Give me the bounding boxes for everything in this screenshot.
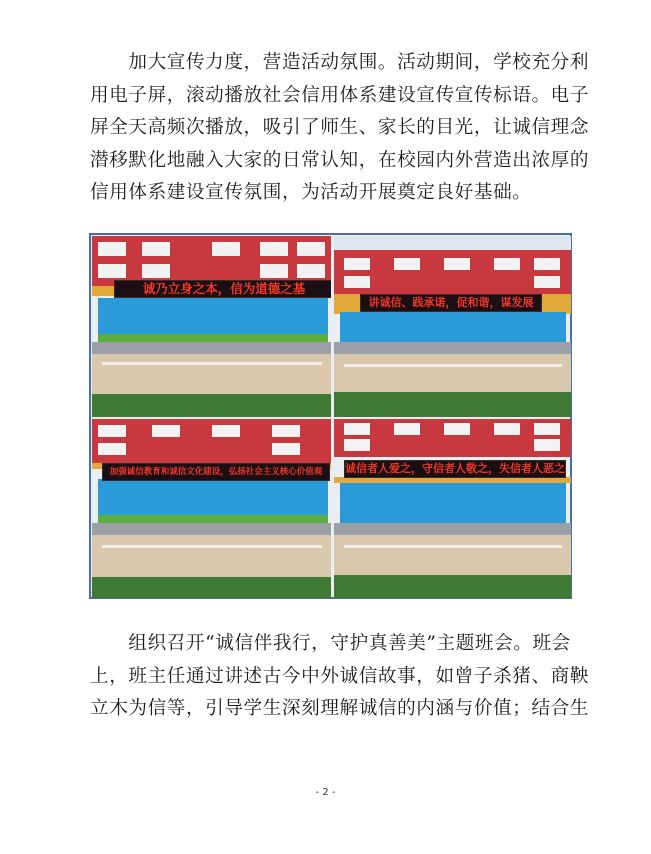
paragraph-line: 屏全天高频次播放，吸引了师生、家长的目光，让诚信理念 <box>90 117 590 139</box>
paragraph-line: 加大宣传力度，营造活动氛围。活动期间，学校充分利 <box>90 52 590 73</box>
led-banner: 诚信者人爱之，守信者人敬之，失信者人恶之 <box>344 460 566 478</box>
paragraph-class-meeting <box>90 628 590 726</box>
paragraph-line: 信用体系建设宣传氛围，为活动开展奠定良好基础。 <box>90 182 532 204</box>
paragraph-line: 用电子屏，滚动播放社会信用体系建设宣传宣传标语。电子 <box>90 84 590 106</box>
paragraph-line: 组织召开“诚信伴我行，守护真善美”主题班会。班会 <box>90 633 571 654</box>
campus-scene <box>92 419 331 598</box>
paragraph-line: 上，班主任通过讲述古今中外诚信故事，如曾子杀猪、商鞅 <box>90 665 590 687</box>
paragraph-publicity <box>90 47 590 210</box>
led-banner: 加强诚信教育和诚信文化建设，弘扬社会主义核心价值观 <box>102 463 330 481</box>
photo-collage <box>89 233 572 599</box>
campus-photo-4 <box>334 419 571 598</box>
campus-photo-1 <box>92 236 331 417</box>
campus-photo-3 <box>92 419 331 598</box>
campus-scene <box>334 419 571 598</box>
campus-photo-2 <box>334 236 571 417</box>
campus-scene <box>334 236 571 417</box>
led-banner: 诚乃立身之本，信为道德之基 <box>114 280 331 298</box>
paragraph-line: 潜移默化地融入大家的日常认知，在校园内外营造出浓厚的 <box>90 149 590 171</box>
page-number: - 2 - <box>315 787 336 798</box>
paragraph-line: 立木为信等，引导学生深刻理解诚信的内涵与价值；结合生 <box>90 698 590 720</box>
campus-scene <box>92 236 331 417</box>
led-banner: 讲诚信、践承诺，促和谐，谋发展 <box>360 294 542 312</box>
